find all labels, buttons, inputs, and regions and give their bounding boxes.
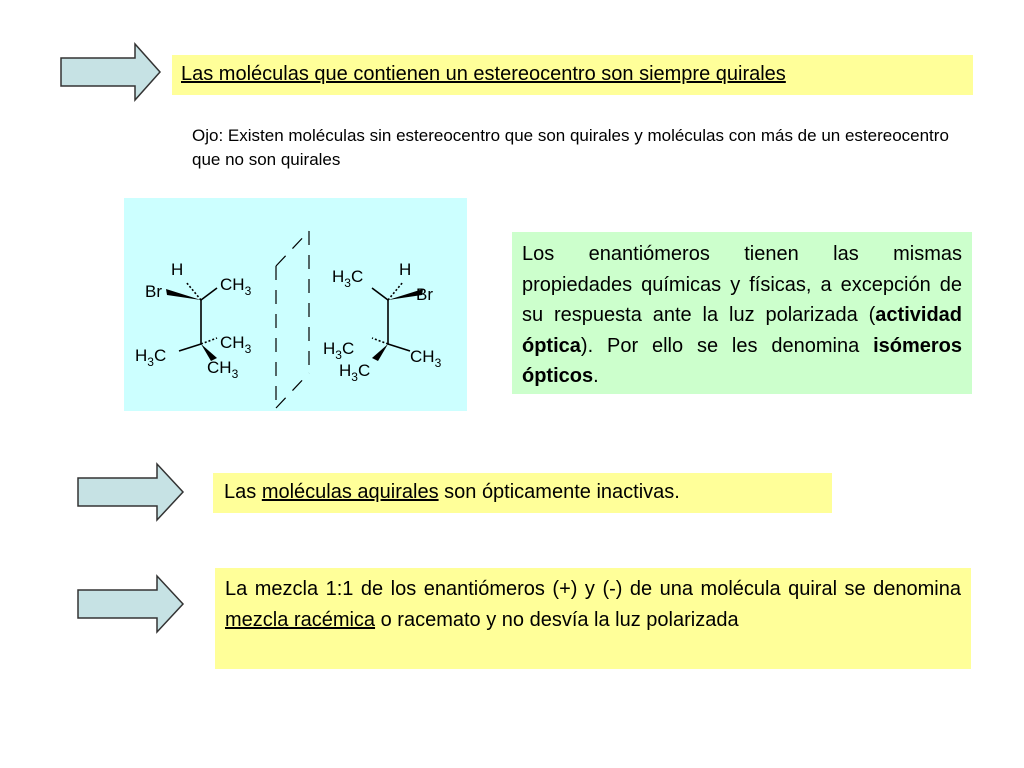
achiral-box (213, 473, 832, 513)
enantiomers-text-3: . (593, 365, 599, 387)
molecule-figure (124, 198, 467, 411)
left-ch3-bottom: $CH_3$ (207, 358, 239, 381)
racemic-term: mezcla racémica (225, 608, 376, 631)
mirror-plane (276, 231, 309, 408)
left-h3c-label: $H_3C$ (135, 346, 167, 369)
enantiomer-diagram (124, 198, 467, 411)
optical-activity-term: actividad óptica (522, 304, 962, 357)
left-molecule-bonds (179, 282, 217, 351)
left-br-label: Br (145, 282, 162, 301)
right-h3c-bottom: $H_3C$ (339, 361, 371, 384)
right-h3c-top: $H_3C$ (332, 267, 364, 290)
title-box (172, 55, 973, 95)
left-ch3-right: $CH_3$ (220, 333, 252, 356)
right-h3c-middle: $H_3C$ (323, 339, 355, 362)
right-wedge-ch3 (372, 344, 388, 361)
right-arrow-icon (76, 462, 186, 522)
right-ch3-label: $CH_3$ (410, 347, 442, 370)
left-ch3-top: $CH_3$ (220, 275, 252, 298)
left-h-label: H (171, 260, 184, 279)
enantiomers-text-1: Los enantiómeros tienen las mismas propiedades químicas y físicas, a excepción de su respuesta ante la luz polarizada ( (522, 243, 962, 326)
right-arrow-icon (76, 574, 186, 634)
title-text: Las moléculas que contienen un estereocentro son siempre quirales (181, 63, 786, 85)
left-wedge-br (166, 289, 201, 300)
right-br-label: Br (416, 285, 433, 304)
right-arrow-icon (59, 42, 163, 102)
enantiomers-text-2: ). Por ello se les denomina (580, 334, 874, 357)
note-text: Ojo: Existen moléculas sin estereocentro que son quirales y moléculas con más de un estereocentro que no son quirales (192, 126, 949, 169)
achiral-text-2: son ópticamente inactivas. (438, 481, 680, 503)
right-h-label: H (399, 260, 412, 279)
right-molecule-bonds (372, 282, 410, 351)
enantiomers-box (512, 232, 972, 394)
racemic-text-2: o racemato y no desvía la luz polarizada (375, 608, 739, 631)
racemic-text-1: La mezcla 1:1 de los enantiómeros (+) y (-) de una molécula quiral se denomina (225, 578, 961, 600)
achiral-text-1: Las (224, 481, 262, 503)
optical-isomers-term: isómeros ópticos (522, 334, 962, 387)
racemic-box (215, 568, 971, 669)
achiral-term: moléculas aquirales (261, 481, 439, 503)
